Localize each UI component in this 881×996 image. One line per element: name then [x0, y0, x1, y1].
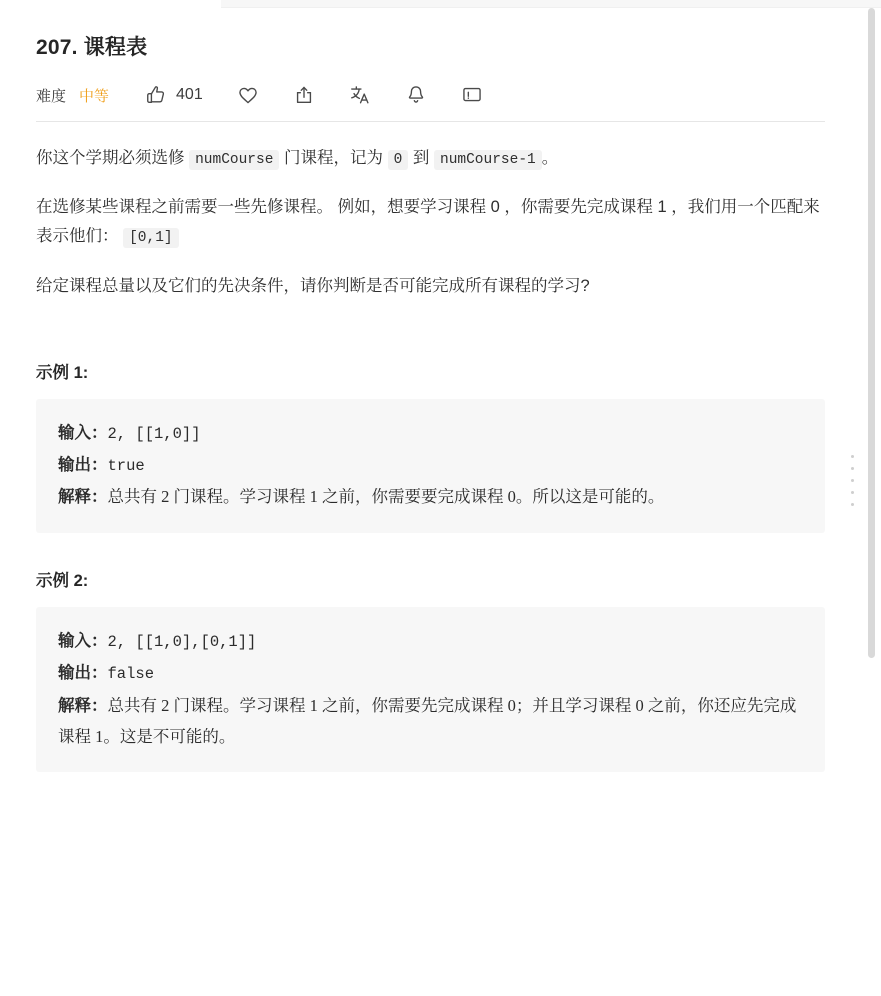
example-1-output-value: true — [107, 456, 145, 475]
example-1-output-line — [58, 449, 803, 481]
desc-p1-text-end: 。 — [541, 149, 559, 167]
problem-meta-row — [36, 73, 825, 117]
example-1-explain-label: 解释： — [58, 487, 108, 507]
desc-p1-text-mid: 门课程，记为 — [284, 149, 384, 167]
desc-p1-code-zero: 0 — [388, 150, 409, 170]
example-2-output-label: 输出： — [58, 663, 108, 683]
translate-button[interactable] — [349, 84, 371, 106]
example-1-explain-line — [58, 481, 803, 512]
bell-icon — [405, 84, 427, 106]
header-divider — [36, 121, 825, 122]
desc-p1-text-mid2: 到 — [412, 149, 430, 167]
example-1-heading: 示例 1: — [36, 363, 89, 382]
share-icon — [293, 84, 315, 106]
example-1-input-value: 2, [[1,0]] — [107, 424, 201, 443]
handle-dot — [851, 467, 854, 470]
problem-description-panel — [0, 7, 881, 996]
example-2-input-value: 2, [[1,0],[0,1]] — [107, 632, 257, 651]
translate-icon — [349, 84, 371, 106]
example-1-input-line — [58, 417, 803, 449]
like-button[interactable] — [145, 84, 203, 106]
scrollbar-thumb[interactable] — [868, 8, 875, 658]
handle-dot — [851, 491, 854, 494]
thumbs-up-icon — [145, 84, 167, 106]
desc-p1-code-numcourse-minus-one: numCourse-1 — [434, 150, 542, 170]
example-1-explain-value: 总共有 2 门课程。学习课程 1 之前，你需要要完成课程 0。所以这是可能的。 — [107, 487, 665, 507]
desc-p2-text: 在选修某些课程之前需要一些先修课程。 例如，想要学习课程 0 ，你需要先完成课程 1 ，我们用一个匹配来表示他们： — [36, 198, 820, 246]
example-2-explain-value: 总共有 2 门课程。学习课程 1 之前，你需要先完成课程 0；并且学习课程 0 之前，你还应先完成课程 1。这是不可能的。 — [58, 695, 797, 746]
handle-dot — [851, 479, 854, 482]
desc-p1-code-numcourse: numCourse — [189, 150, 279, 170]
difficulty-label: 难度 — [36, 87, 67, 105]
example-2-explain-label: 解释： — [58, 695, 108, 715]
example-1-input-label: 输入： — [58, 422, 108, 442]
handle-dot — [851, 503, 854, 506]
example-2-input-label: 输入： — [58, 630, 108, 650]
example-1-block — [36, 399, 825, 533]
heart-icon — [237, 84, 259, 106]
example-2-output-line — [58, 657, 803, 689]
page-title: 207. 课程表 — [36, 36, 148, 59]
example-1-output-label: 输出： — [58, 454, 108, 474]
desc-p1-text-before: 你这个学期必须选修 — [36, 149, 185, 167]
panel-resize-handle[interactable] — [851, 455, 855, 506]
favorite-button[interactable] — [237, 84, 259, 106]
example-2-output-value: false — [107, 665, 155, 684]
example-2-explain-line — [58, 690, 803, 753]
example-2-heading: 示例 2: — [36, 571, 89, 590]
like-count: 401 — [176, 86, 203, 103]
example-2-input-line — [58, 625, 803, 657]
example-2-block — [36, 607, 825, 773]
difficulty-badge: 中等 — [79, 87, 110, 105]
notify-button[interactable] — [405, 84, 427, 106]
description-paragraph-1 — [36, 144, 825, 173]
share-button[interactable] — [293, 84, 315, 106]
description-paragraph-2 — [36, 193, 825, 251]
feedback-button[interactable] — [461, 84, 483, 106]
desc-p2-code-pair: [0,1] — [123, 228, 179, 248]
handle-dot — [851, 455, 854, 458]
feedback-icon — [461, 84, 483, 106]
description-paragraph-3: 给定课程总量以及它们的先决条件，请你判断是否可能完成所有课程的学习? — [36, 276, 590, 295]
